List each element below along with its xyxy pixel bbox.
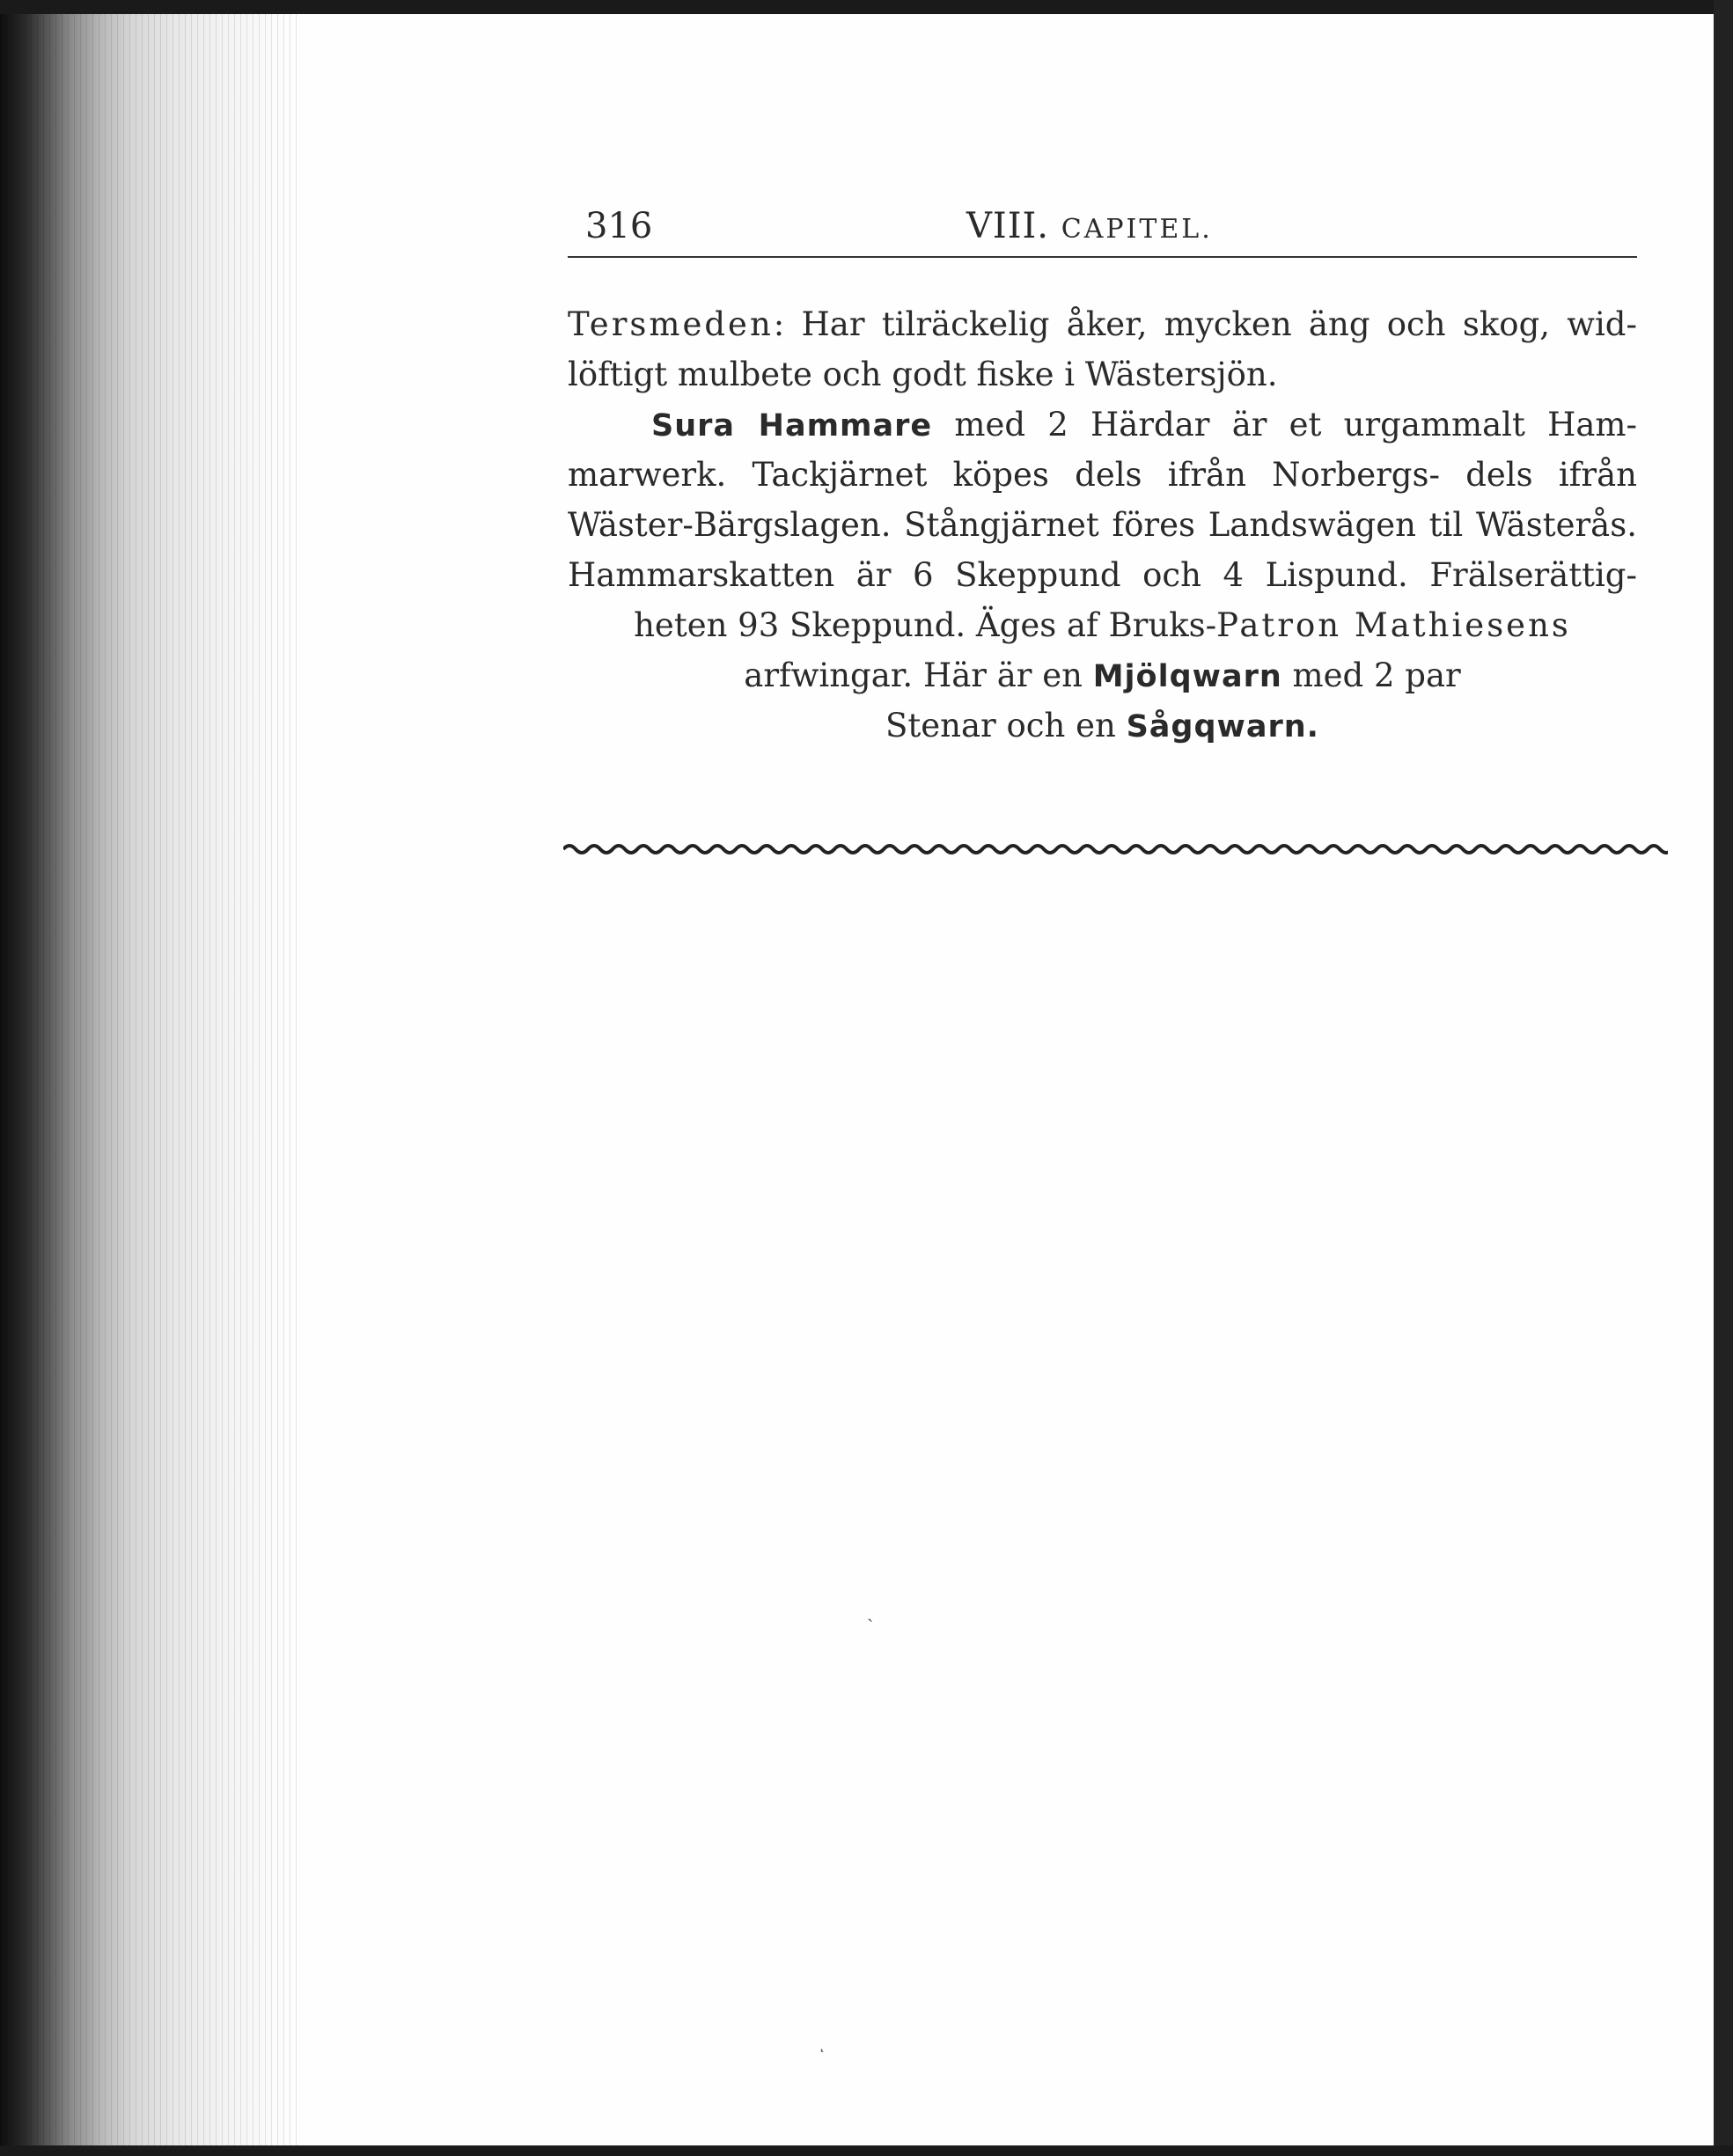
paragraph2-line4: Hammarskatten är 6 Skeppund och 4 Lispund. Frälserättig- (568, 556, 1637, 594)
stray-mark: ˎ (867, 1601, 874, 1623)
paragraph2-line3: Wäster-Bärgslagen. Stångjärnet föres Landswägen til Wästerås. (568, 506, 1637, 544)
paragraph2-line1 (568, 400, 1637, 450)
paragraph2-line1-text: med 2 Härdar är et urgammalt Ham- (932, 406, 1637, 444)
book-page-edges (0, 14, 299, 2145)
header-rule (568, 256, 1637, 258)
paragraph2-line5 (568, 600, 1637, 650)
paragraph2-line6-text-a: arfwingar. Här är en (744, 656, 1093, 694)
proper-name-tersmeden: Tersmeden (568, 305, 774, 343)
paragraph2-line7 (568, 700, 1637, 751)
term-mjolqwarn: Mjölqwarn (1092, 659, 1282, 694)
paragraph2-line6-text-b: med 2 par (1281, 656, 1461, 694)
page-number: 316 (585, 206, 653, 246)
scan-border-bottom (0, 2145, 1733, 2156)
running-header (0, 195, 1733, 248)
chapter-heading (966, 206, 1213, 246)
chapter-word: CAPITEL. (1061, 214, 1213, 245)
paragraph1-line1-text: : Har tilräckelig åker, mycken äng och skog, wid- (773, 305, 1637, 343)
paragraph2-line6 (568, 650, 1637, 700)
wavy-rule-ornament (563, 836, 1668, 862)
chapter-roman: VIII. (966, 206, 1050, 246)
stray-mark: ͺ (817, 2031, 826, 2053)
body-text (568, 299, 1637, 751)
term-sagqwarn: Sågqwarn. (1126, 709, 1319, 744)
heading-sura-hammare: Sura Hammare (651, 408, 933, 444)
scan-border-top (0, 0, 1733, 14)
scan-border-right (1714, 0, 1733, 2156)
proper-name-mathiesens: Patron Mathiesens (1216, 606, 1571, 644)
paragraph2-line2: marwerk. Tackjärnet köpes dels ifrån Norbergs- dels ifrån (568, 456, 1637, 494)
paragraph1-line2: löftigt mulbete och godt fiske i Wästersjön. (568, 356, 1278, 393)
paragraph2-line5-text: heten 93 Skeppund. Äges af Bruks- (634, 606, 1217, 644)
paragraph2-line7-text: Stenar och en (885, 707, 1127, 744)
paragraph1-line1 (568, 299, 1637, 349)
